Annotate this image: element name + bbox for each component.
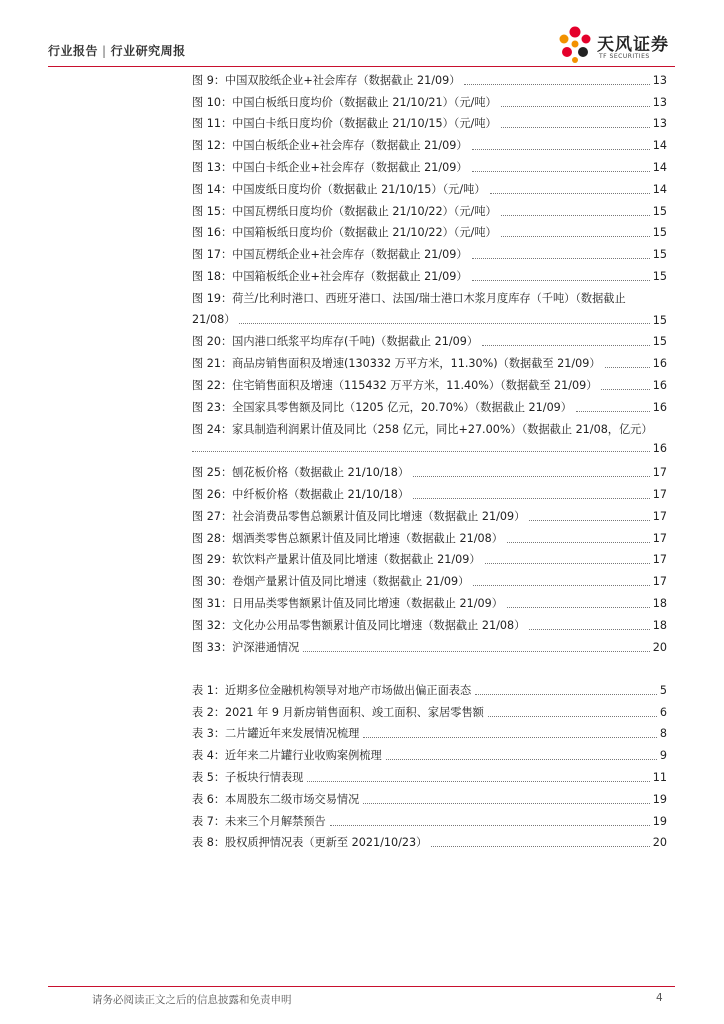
toc-entry[interactable]: 表 7：未来三个月解禁预告 19 — [192, 814, 667, 828]
page-number: 4 — [656, 992, 663, 1004]
toc-entry[interactable]: 图 12：中国白板纸企业+社会库存（数据截止 21/09） 14 — [192, 139, 667, 153]
toc-entry[interactable]: 表 1：近期多位金融机构领导对地产市场做出偏正面表态 5 — [192, 683, 667, 697]
report-subsection: 行业研究周报 — [110, 44, 186, 58]
toc-entry[interactable]: 图 28：烟酒类零售总额累计值及同比增速（数据截止 21/08） 17 — [192, 531, 667, 545]
report-section: 行业报告 — [48, 44, 99, 58]
toc-entry[interactable]: 图 30：卷烟产量累计值及同比增速（数据截止 21/09） 17 — [192, 575, 667, 589]
toc-entry[interactable]: 图 27：社会消费品零售总额累计值及同比增速（数据截止 21/09） 17 — [192, 509, 667, 523]
report-type — [48, 42, 186, 59]
toc-entry[interactable]: 图 14：中国废纸日度均价（数据截止 21/10/15）（元/吨） 14 — [192, 182, 667, 196]
page-header — [48, 18, 675, 66]
toc-entry[interactable]: 图 19：荷兰/比利时港口、西班牙港口、法国/瑞士港口木浆月度库存（千吨）（数据截止 21/08） 15 — [192, 291, 667, 327]
footer-disclaimer: 请务必阅读正文之后的信息披露和免责申明 — [92, 994, 292, 1006]
tf-flower-icon — [555, 24, 595, 66]
toc-entry[interactable]: 表 5：子板块行情表现 11 — [192, 770, 667, 784]
logo-name: 天风证券 — [597, 35, 669, 55]
header-separator: | — [102, 44, 107, 58]
toc-entry[interactable]: 图 15：中国瓦楞纸日度均价（数据截止 21/10/22）（元/吨） 15 — [192, 204, 667, 218]
toc-entry[interactable]: 图 10：中国白板纸日度均价（数据截止 21/10/21）（元/吨） 13 — [192, 95, 667, 109]
toc-entry[interactable]: 图 21：商品房销售面积及增速(130332 万平方米，11.30%)（数据截至 21/09） 16 — [192, 357, 667, 371]
toc-entry[interactable]: 图 11：中国白卡纸日度均价（数据截止 21/10/15）（元/吨） 13 — [192, 117, 667, 131]
company-logo — [555, 24, 675, 68]
figure-index — [192, 66, 667, 655]
toc-entry[interactable]: 表 3：二片罐近年来发展情况梳理 8 — [192, 727, 667, 741]
toc-entry[interactable]: 表 2：2021 年 9 月新房销售面积、竣工面积、家居零售额 6 — [192, 705, 667, 719]
toc-entry[interactable]: 图 32：文化办公用品零售额累计值及同比增速（数据截止 21/08） 18 — [192, 618, 667, 632]
toc-entry[interactable]: 图 18：中国箱板纸企业+社会库存（数据截止 21/09） 15 — [192, 269, 667, 283]
toc-entry[interactable]: 图 23：全国家具零售额及同比（1205 亿元，20.70%）（数据截止 21/09） 16 — [192, 400, 667, 414]
toc-entry[interactable]: 图 16：中国箱板纸日度均价（数据截止 21/10/22）（元/吨） 15 — [192, 226, 667, 240]
toc-entry[interactable]: 图 25：刨花板价格（数据截止 21/10/18） 17 — [192, 466, 667, 480]
toc-entry[interactable]: 图 9：中国双胶纸企业+社会库存（数据截止 21/09） 13 — [192, 73, 667, 87]
toc-entry[interactable]: 图 31：日用品类零售额累计值及同比增速（数据截止 21/09） 18 — [192, 596, 667, 610]
toc-entry[interactable]: 图 29：软饮料产量累计值及同比增速（数据截止 21/09） 17 — [192, 553, 667, 567]
table-index — [192, 676, 667, 850]
toc-entry[interactable]: 图 17：中国瓦楞纸企业+社会库存（数据截止 21/09） 15 — [192, 248, 667, 262]
toc-entry[interactable]: 表 6：本周股东二级市场交易情况 19 — [192, 792, 667, 806]
toc-entry[interactable]: 图 24：家具制造利润累计值及同比（258 亿元，同比+27.00%）（数据截止 21/08，亿元） 16 — [192, 422, 667, 455]
logo-subtitle: TF SECURITIES — [599, 53, 650, 60]
footer-divider — [48, 986, 675, 987]
toc-entry[interactable]: 图 26：中纤板价格（数据截止 21/10/18） 17 — [192, 487, 667, 501]
toc-entry[interactable]: 图 33：沪深港通情况 20 — [192, 640, 667, 654]
toc-entry[interactable]: 图 22：住宅销售面积及增速（115432 万平方米，11.40%）（数据截至 21/09） 16 — [192, 378, 667, 392]
toc-entry[interactable]: 图 13：中国白卡纸企业+社会库存（数据截止 21/09） 14 — [192, 160, 667, 174]
toc-entry[interactable]: 表 8：股权质押情况表（更新至 2021/10/23） 20 — [192, 836, 667, 850]
toc-entry[interactable]: 图 20：国内港口纸浆平均库存(千吨)（数据截止 21/09） 15 — [192, 335, 667, 349]
toc-entry[interactable]: 表 4：近年来二片罐行业收购案例梳理 9 — [192, 749, 667, 763]
